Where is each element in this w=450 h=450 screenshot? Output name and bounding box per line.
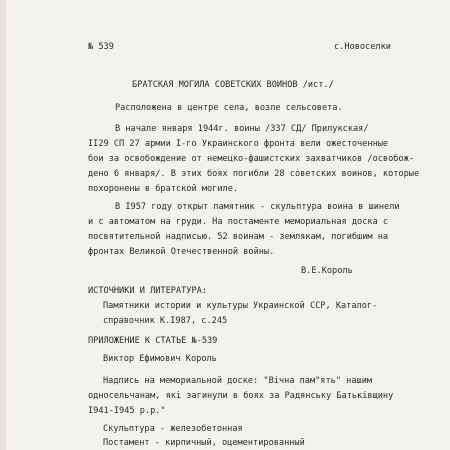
- document-number: № 539: [88, 42, 114, 52]
- paragraph-monument-line: посвятительной надписью. 52 воинам - землякам, погибшим на: [88, 232, 389, 242]
- location-name: с.Новоселки: [334, 42, 391, 52]
- sources-line: Памятники истории и культуры Украинской ССР, Каталог-: [103, 301, 378, 311]
- inscription-line: односельчанам, якi загинули в боях за Радянську Батькiвщину: [88, 391, 394, 401]
- appendix-heading: ПРИЛОЖЕНИЕ К СТАТЬЕ №-539: [88, 336, 218, 346]
- paragraph-monument-line: и с автоматом на груди. На постаменте мемориальная доска с: [88, 217, 389, 227]
- document-title: БРАТСКАЯ МОГИЛА СОВЕТСКИХ ВОИНОВ /ист./: [132, 80, 334, 90]
- paragraph-monument-line: В I957 году открыт памятник - скульптура воина в шинели: [115, 202, 400, 212]
- inscription-line: I941-I945 р.р.": [88, 406, 166, 416]
- paragraph-history-line: бои за освобождение от немецко-фашистских захватчиков /освобож-: [88, 154, 414, 164]
- appendix-author: Виктор Ефимович Король: [103, 354, 217, 364]
- paragraph-history-line: II29 СП 27 армии I-го Украинского фронта вели ожесточенные: [88, 139, 389, 149]
- paragraph-history-line: похоронены в братской могиле.: [88, 184, 239, 194]
- inscription-line: Надпись на мемориальной доске: "Вiчна пам"ять" нашим: [103, 376, 373, 386]
- paragraph-monument-line: фронтах Великой Отечественной войны.: [88, 247, 275, 257]
- paragraph-location: Расположена в центре села, возле сельсовета.: [115, 103, 343, 113]
- paragraph-history-line: дено 6 января/. В этих боях погибли 28 советских воинов, которые: [88, 169, 420, 179]
- sources-heading: ИСТОЧНИКИ И ЛИТЕРАТУРА:: [88, 286, 207, 296]
- author-signature: В.Е.Король: [301, 266, 353, 276]
- material-line: Постамент - кирпичный, оцементированный: [103, 438, 305, 448]
- sources-line: справочник К.I987, с.245: [103, 316, 228, 326]
- page-edge: [0, 0, 6, 450]
- material-line: Скульптура - железобетонная: [103, 424, 243, 434]
- paragraph-history-line: В начале января 1944г. воины /337 СД/ Прилукская/: [115, 124, 369, 134]
